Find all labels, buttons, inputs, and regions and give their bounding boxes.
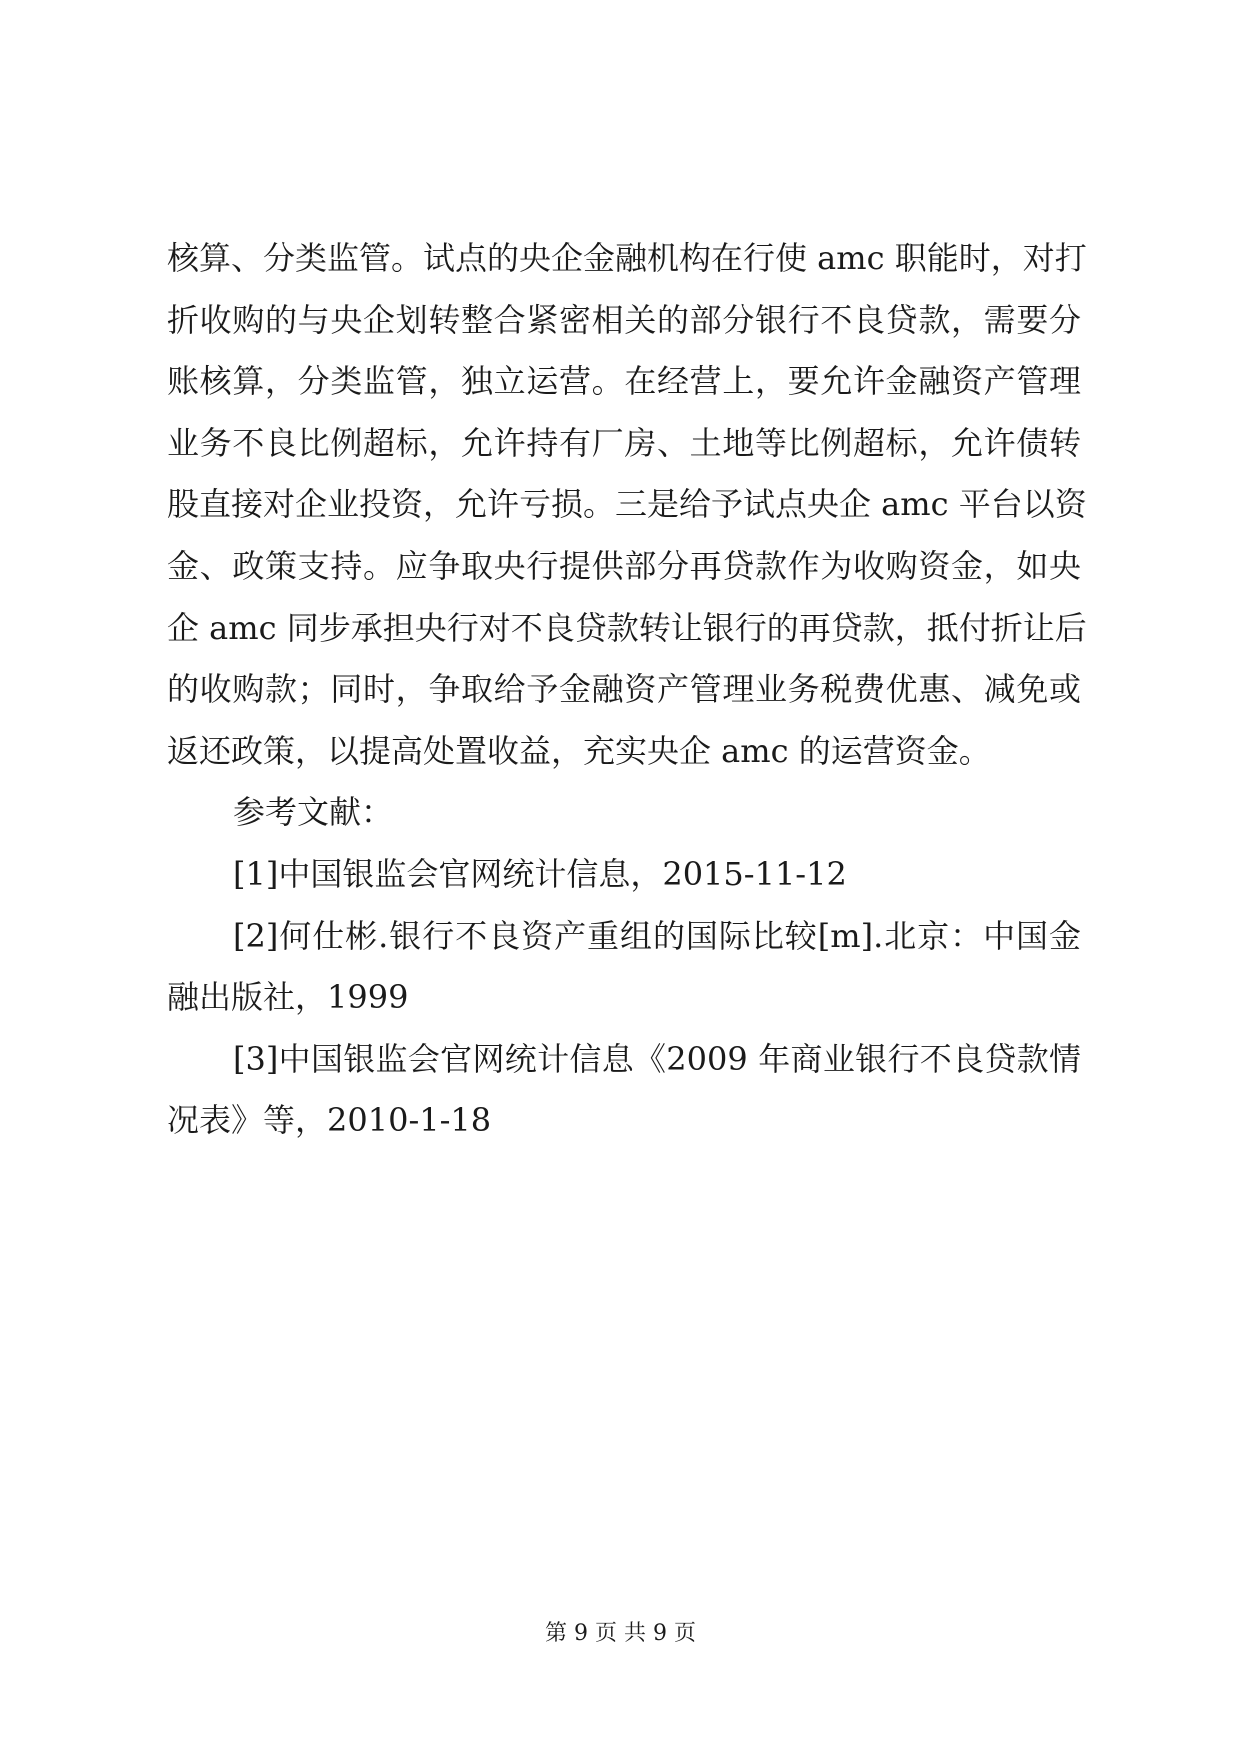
paragraph-line: 的收购款；同时，争取给予金融资产管理业务税费优惠、减免或 <box>167 670 1081 709</box>
paragraph-line: 返还政策，以提高处置收益，充实央企 amc 的运营资金。 <box>167 731 991 770</box>
paragraph-line: 金、政策支持。应争取央行提供部分再贷款作为收购资金，如央 <box>167 546 1081 585</box>
reference-item-continuation: 况表》等，2010-1-18 <box>167 1101 492 1140</box>
reference-item: [3]中国银监会官网统计信息《2009 年商业银行不良贷款情 <box>233 1039 1081 1078</box>
paragraph-line: 股直接对企业投资，允许亏损。三是给予试点央企 amc 平台以资 <box>167 485 1087 524</box>
reference-item: [2]何仕彬.银行不良资产重组的国际比较[m].北京：中国金 <box>233 916 1081 955</box>
paragraph-line: 核算、分类监管。试点的央企金融机构在行使 amc 职能时，对打 <box>167 239 1087 277</box>
references-heading: 参考文献： <box>233 793 394 832</box>
paragraph-line: 折收购的与央企划转整合紧密相关的部分银行不良贷款，需要分 <box>167 300 1081 339</box>
reference-item-continuation: 融出版社，1999 <box>167 978 409 1017</box>
body-text <box>167 228 1087 1152</box>
paragraph-line: 业务不良比例超标，允许持有厂房、土地等比例超标，允许债转 <box>167 423 1081 462</box>
paragraph-line: 账核算，分类监管，独立运营。在经营上，要允许金融资产管理 <box>167 362 1081 401</box>
reference-item: [1]中国银监会官网统计信息，2015-11-12 <box>233 854 847 893</box>
paragraph-line: 企 amc 同步承担央行对不良贷款转让银行的再贷款，抵付折让后 <box>167 608 1087 647</box>
page-number-footer: 第 9 页 共 9 页 <box>545 1621 696 1646</box>
